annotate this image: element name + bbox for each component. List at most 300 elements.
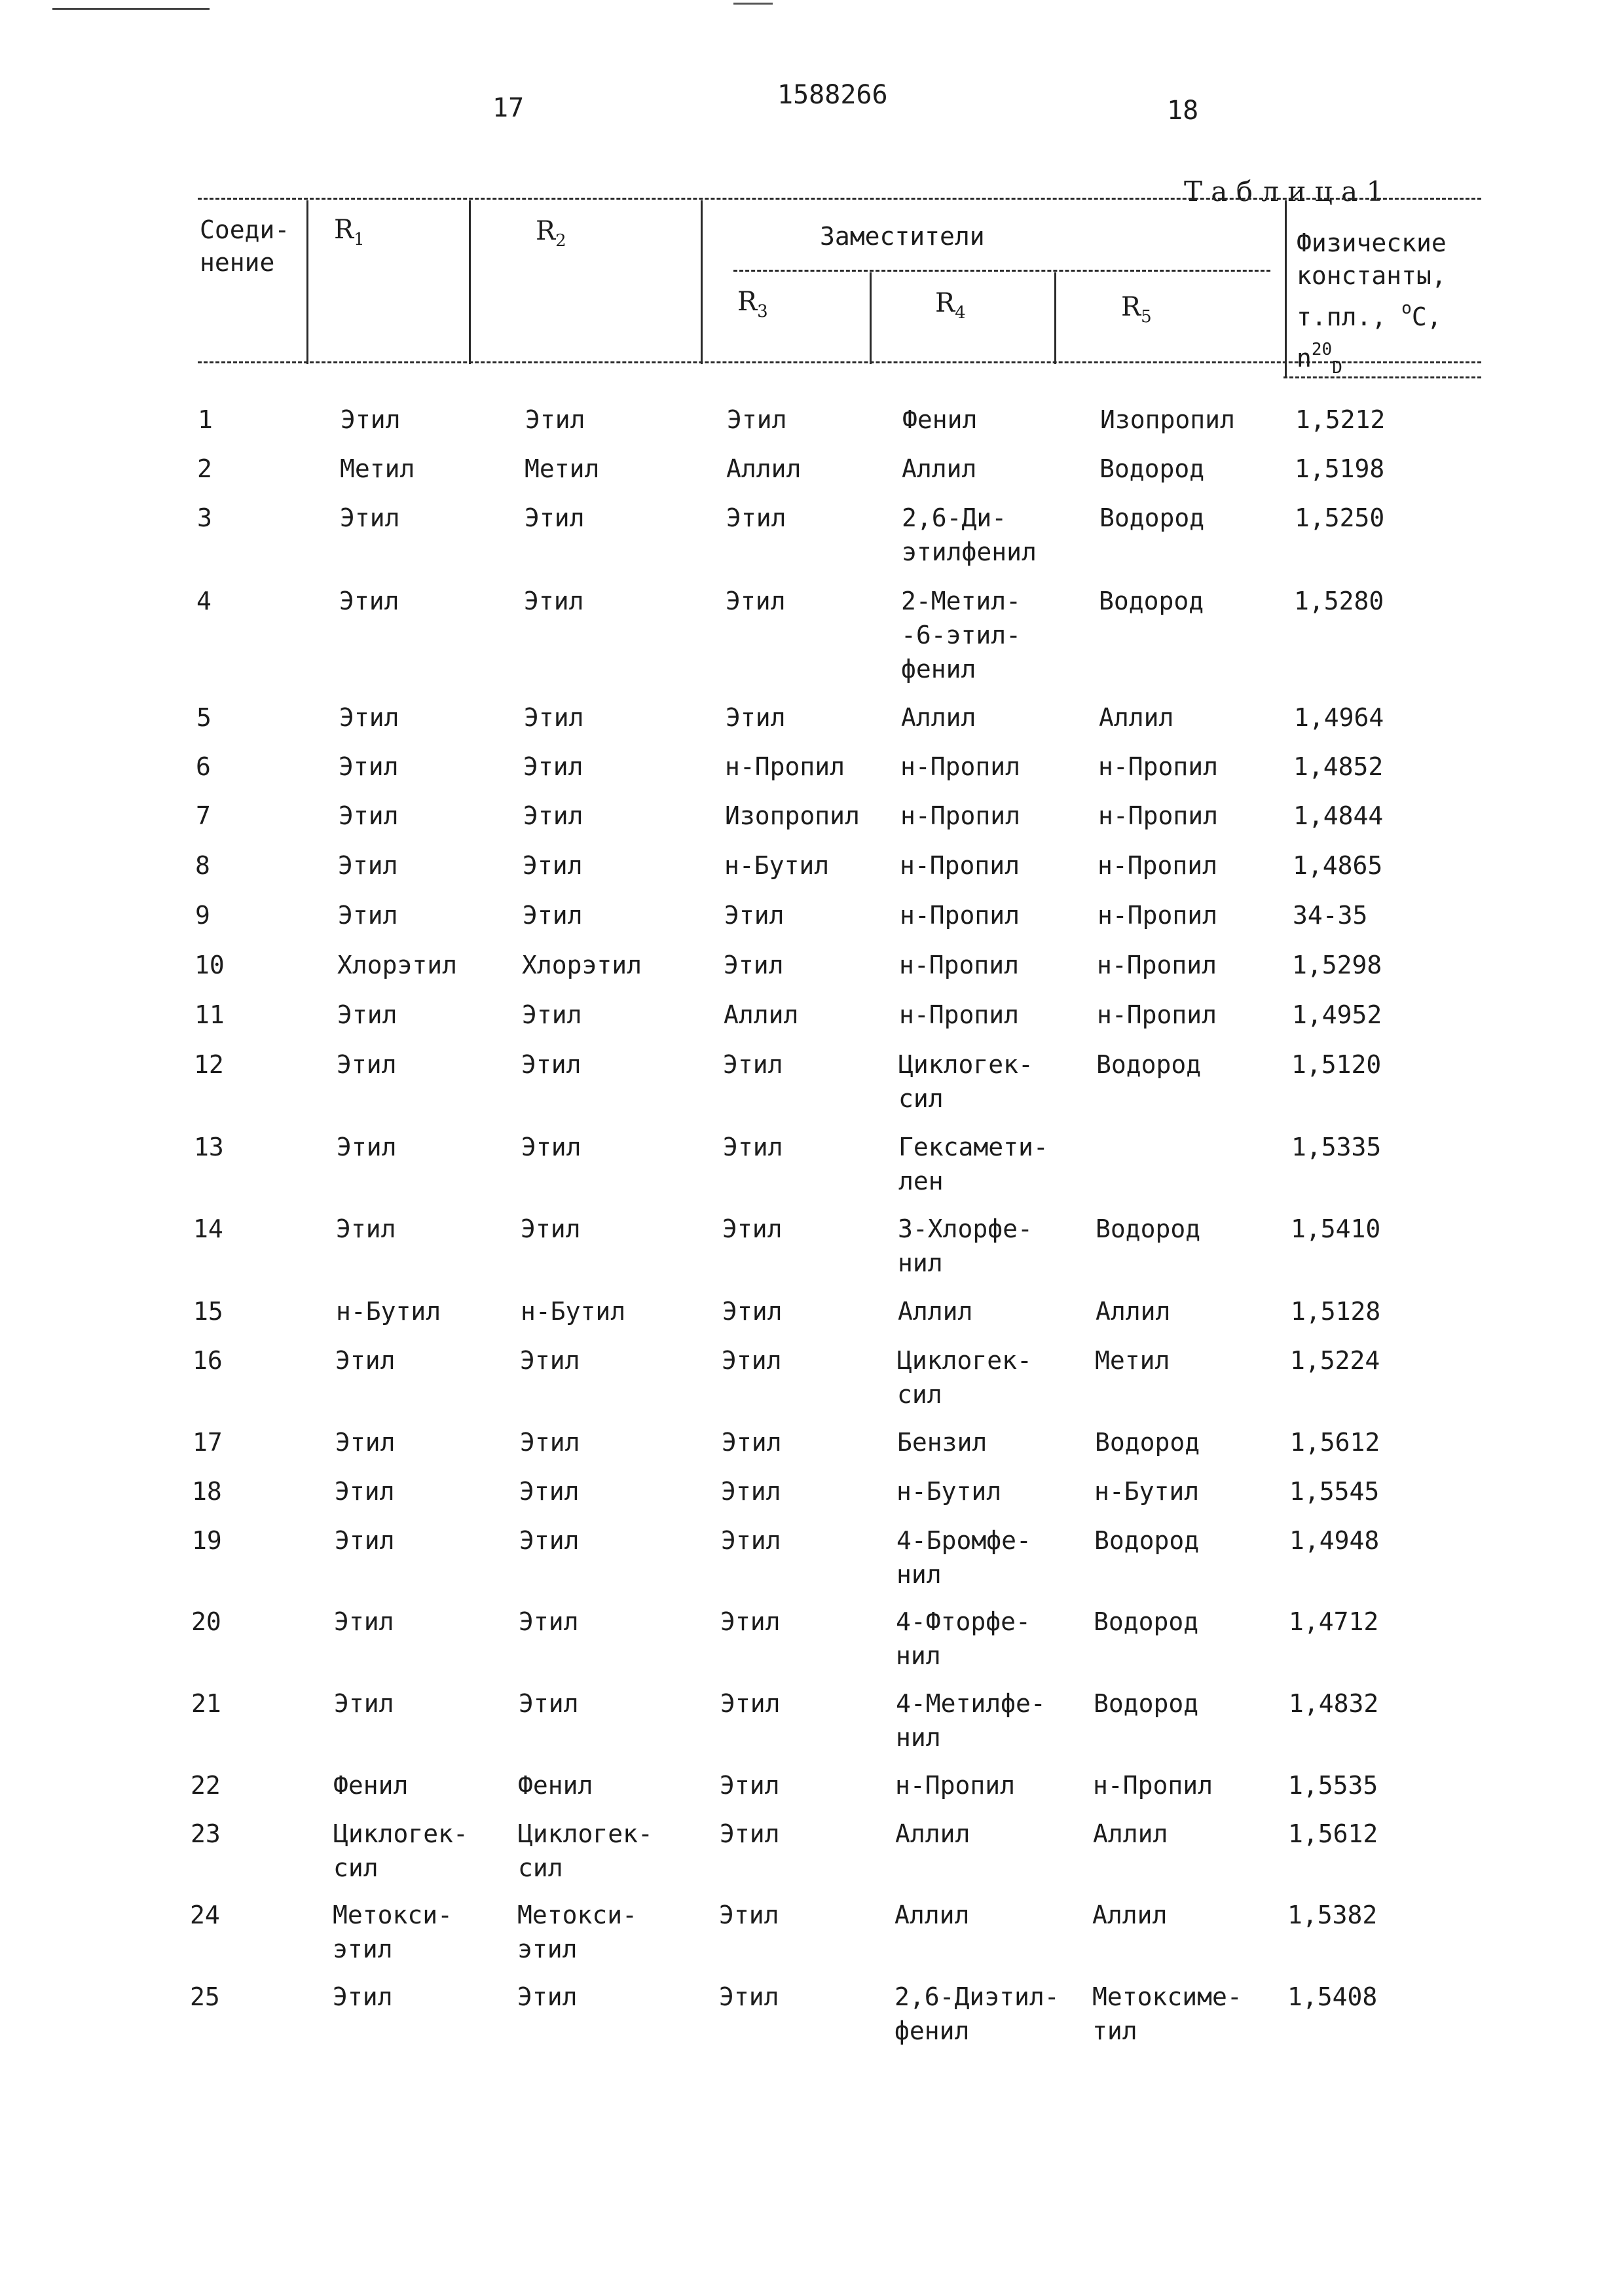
cell-r2 — [523, 898, 583, 932]
cell-line: Этил — [336, 1214, 396, 1243]
cell-line: сил — [518, 1853, 563, 1882]
cell-line: Этил — [519, 1689, 579, 1718]
cell-line: Фенил — [518, 1771, 593, 1800]
cell-r4 — [895, 1898, 969, 1932]
cell-r5 — [1096, 1048, 1201, 1082]
cell-r1 — [336, 1294, 441, 1328]
cell-r4 — [902, 501, 1037, 569]
cell-line: этил — [333, 1935, 393, 1963]
cell-n: 9 — [195, 901, 210, 930]
cell-line: н-Пропил — [1098, 752, 1219, 781]
cell-r4 — [895, 1980, 1060, 2048]
cell-line: 3-Хлорфе- — [898, 1214, 1033, 1243]
cell-phys: 1,5408 — [1287, 1982, 1378, 2011]
cell-line: Этил — [523, 801, 583, 830]
cell-line: Водород — [1099, 454, 1205, 483]
cell-phys: 1,4832 — [1289, 1689, 1379, 1718]
cell-line: Этил — [517, 1982, 578, 2011]
cell-phys: 1,5128 — [1291, 1297, 1381, 1326]
cell-line: Этил — [519, 1607, 579, 1636]
cell-n: 21 — [191, 1689, 221, 1718]
cell-line: нил — [896, 1641, 941, 1670]
column-divider-1 — [306, 200, 308, 364]
cell-line: 2,6-Ди- — [902, 503, 1007, 532]
cell-line: -6-этил- — [901, 621, 1022, 649]
cell-line: Этил — [720, 1771, 780, 1800]
cell-line: фенил — [895, 2016, 970, 2045]
cell-r5 — [1094, 1605, 1198, 1639]
cell-line: Этил — [335, 1428, 396, 1457]
cell-r4 — [896, 1474, 1001, 1508]
table-top-rule — [198, 198, 1481, 200]
cell-r1 — [336, 1212, 396, 1246]
cell-line: Аллил — [895, 1819, 970, 1848]
cell-r4 — [898, 1130, 1048, 1198]
cell-line: Циклогек- — [333, 1819, 468, 1848]
cell-r4 — [899, 948, 1019, 982]
cell-r4 — [902, 403, 977, 437]
cell-n: 19 — [192, 1526, 222, 1555]
cell-phys: 1,5250 — [1295, 503, 1385, 532]
cell-line: Этил — [727, 405, 787, 434]
cell-r4 — [900, 750, 1020, 784]
cell-line: н-Бутил — [1094, 1477, 1200, 1506]
cell-r3 — [723, 1130, 783, 1164]
cell-phys: 1,4952 — [1292, 1000, 1382, 1029]
cell-line: Этил — [335, 1477, 395, 1506]
cell-r3 — [727, 403, 787, 437]
cell-r1 — [339, 750, 399, 784]
cell-line: Метокси- — [333, 1901, 453, 1929]
table-caption: Т а б л и ц а 1 — [1184, 175, 1384, 208]
cell-line: Аллил — [1099, 703, 1174, 732]
cell-n: 4 — [196, 587, 212, 615]
cell-line: Этил — [720, 1689, 781, 1718]
cell-r3 — [720, 1768, 780, 1802]
cell-r2 — [521, 1048, 581, 1082]
header-compound-line2: нение — [200, 248, 275, 277]
cell-r3 — [722, 1343, 782, 1377]
cell-line: Аллил — [898, 1297, 973, 1326]
cell-phys: 1,4852 — [1293, 752, 1384, 781]
cell-n: 14 — [193, 1214, 223, 1243]
cell-r4 — [898, 1212, 1033, 1280]
cell-r2 — [517, 1980, 578, 2014]
cell-r5 — [1099, 501, 1204, 535]
cell-line: Водород — [1094, 1689, 1199, 1718]
cell-line: нил — [896, 1723, 941, 1752]
cell-line: Этил — [724, 951, 784, 979]
cell-phys: 1,5612 — [1288, 1819, 1378, 1848]
cell-r4 — [897, 1343, 1032, 1412]
cell-line: Водород — [1094, 1607, 1199, 1636]
cell-line: Фенил — [902, 405, 978, 434]
cell-r4 — [900, 799, 1020, 833]
cell-r1 — [335, 1474, 395, 1508]
cell-r5 — [1092, 1980, 1242, 2048]
cell-n: 2 — [197, 454, 212, 483]
cell-r2 — [523, 799, 583, 833]
cell-r4 — [898, 1048, 1033, 1116]
scan-artifact-mark — [733, 3, 773, 5]
cell-r3 — [722, 1212, 783, 1246]
cell-line: н-Пропил — [900, 801, 1021, 830]
cell-r2 — [518, 1768, 593, 1802]
cell-r3 — [720, 1605, 781, 1639]
cell-n: 18 — [192, 1477, 222, 1506]
cell-n: 22 — [191, 1771, 221, 1800]
cell-line: Этил — [722, 1214, 783, 1243]
cell-r3 — [720, 1817, 780, 1851]
cell-r2 — [521, 1130, 581, 1164]
cell-line: н-Пропил — [1097, 1000, 1217, 1029]
cell-line: Хлорэтил — [337, 951, 458, 979]
cell-r3 — [726, 584, 786, 618]
cell-n: 24 — [190, 1901, 220, 1929]
cell-line: Водород — [1099, 587, 1204, 615]
cell-r5 — [1095, 1343, 1170, 1377]
cell-line: Этил — [333, 1982, 393, 2011]
cell-line: Водород — [1096, 1214, 1201, 1243]
cell-line: н-Бутил — [724, 851, 830, 880]
cell-line: н-Бутил — [896, 1477, 1002, 1506]
cell-line: Аллил — [724, 1000, 799, 1029]
cell-line: 2-Метил- — [901, 587, 1022, 615]
column-divider-5 — [1054, 272, 1056, 364]
cell-line: Аллил — [1092, 1901, 1168, 1929]
cell-r5 — [1094, 1523, 1199, 1558]
cell-n: 23 — [191, 1819, 221, 1848]
cell-r4 — [895, 1768, 1015, 1802]
cell-r3 — [724, 848, 829, 883]
cell-r1 — [341, 403, 401, 437]
header-r5: $R_5$ — [1121, 292, 1152, 327]
cell-n: 25 — [190, 1982, 220, 2011]
cell-line: нил — [896, 1560, 942, 1589]
cell-r1 — [340, 501, 400, 535]
cell-line: н-Пропил — [900, 752, 1021, 781]
cell-n: 10 — [194, 951, 225, 979]
cell-r2 — [523, 750, 583, 784]
cell-line: Этил — [519, 1526, 580, 1555]
cell-phys: 1,4964 — [1294, 703, 1384, 732]
cell-line: Метил — [1095, 1346, 1170, 1375]
cell-line: Этил — [340, 503, 400, 532]
cell-line: Изопропил — [1100, 405, 1235, 434]
cell-phys: 1,5545 — [1289, 1477, 1380, 1506]
cell-line: Этил — [721, 1526, 781, 1555]
cell-line: Метил — [525, 454, 600, 483]
cell-line: Водород — [1099, 503, 1205, 532]
cell-line: Этил — [721, 1477, 781, 1506]
cell-line: Этил — [719, 1982, 779, 2011]
left-page-number: 17 — [492, 93, 525, 123]
cell-line: Метоксиме- — [1092, 1982, 1242, 2011]
cell-line: Аллил — [902, 454, 977, 483]
cell-phys: 1,5198 — [1295, 454, 1385, 483]
cell-r5 — [1092, 1898, 1167, 1932]
cell-phys: 1,4712 — [1289, 1607, 1379, 1636]
cell-line: Этил — [520, 1428, 580, 1457]
cell-r1 — [338, 898, 398, 932]
cell-line: Водород — [1095, 1428, 1200, 1457]
cell-n: 12 — [194, 1050, 224, 1079]
cell-line: Этил — [722, 1297, 783, 1326]
cell-n: 7 — [196, 801, 211, 830]
cell-line: Этил — [524, 703, 584, 732]
cell-line: Этил — [521, 1133, 581, 1161]
cell-line: Этил — [523, 752, 583, 781]
cell-line: Этил — [723, 1050, 783, 1079]
cell-line: н-Пропил — [1098, 851, 1218, 880]
cell-line: Этил — [720, 1607, 781, 1636]
cell-line: н-Пропил — [1097, 951, 1217, 979]
cell-r4 — [896, 1523, 1031, 1592]
cell-r2 — [519, 1523, 580, 1558]
cell-r1 — [337, 1048, 397, 1082]
cell-r3 — [719, 1980, 779, 2014]
cell-line: н-Пропил — [899, 951, 1020, 979]
cell-r3 — [720, 1686, 781, 1721]
cell-line: Метокси- — [517, 1901, 638, 1929]
cell-line: Этил — [719, 1901, 779, 1929]
cell-line: этилфенил — [902, 538, 1037, 566]
cell-r5 — [1094, 1474, 1199, 1508]
cell-r2 — [519, 1605, 579, 1639]
cell-r5 — [1093, 1768, 1213, 1802]
cell-line: Водород — [1094, 1526, 1200, 1555]
cell-r3 — [721, 1523, 781, 1558]
cell-r2 — [524, 584, 584, 618]
cell-line: Этил — [337, 1050, 397, 1079]
cell-r3 — [719, 1898, 779, 1932]
cell-n: 13 — [194, 1133, 224, 1161]
cell-r1 — [337, 998, 397, 1032]
cell-line: Этил — [524, 587, 584, 615]
cell-r5 — [1099, 584, 1204, 618]
cell-phys: 1,5120 — [1291, 1050, 1382, 1079]
cell-line: сил — [898, 1084, 944, 1113]
cell-line: н-Пропил — [1093, 1771, 1213, 1800]
cell-line: сил — [897, 1380, 942, 1409]
cell-line: Этил — [337, 1000, 397, 1029]
cell-line: Хлорэтил — [522, 951, 642, 979]
cell-line: н-Пропил — [899, 1000, 1020, 1029]
cell-n: 3 — [197, 503, 212, 532]
cell-r1 — [337, 948, 457, 982]
cell-r2 — [523, 848, 583, 883]
cell-r5 — [1095, 1425, 1200, 1459]
cell-r2 — [517, 1898, 637, 1966]
cell-line: Водород — [1096, 1050, 1202, 1079]
cell-line: Этил — [339, 801, 399, 830]
cell-line: тил — [1092, 2016, 1137, 2045]
cell-r1 — [334, 1605, 394, 1639]
cell-line: Этил — [525, 503, 585, 532]
cell-n: 5 — [196, 703, 212, 732]
cell-r2 — [520, 1343, 580, 1377]
cell-n: 1 — [198, 405, 213, 434]
cell-line: Этил — [339, 752, 399, 781]
cell-r1 — [333, 1980, 393, 2014]
cell-n: 15 — [193, 1297, 223, 1326]
cell-line: Этил — [338, 901, 398, 930]
cell-r4 — [895, 1817, 970, 1851]
cell-r4 — [897, 1425, 987, 1459]
cell-r3 — [724, 948, 784, 982]
cell-line: Этил — [339, 587, 399, 615]
header-physical-constants: Физические константы, т.пл., $^о$С, $n^{20}_D$ — [1297, 228, 1447, 378]
header-compound — [200, 213, 289, 279]
cell-line: этил — [517, 1935, 578, 1963]
cell-line: сил — [333, 1853, 378, 1882]
cell-line: Этил — [726, 703, 786, 732]
cell-line: Этил — [720, 1819, 780, 1848]
cell-line: Этил — [726, 587, 786, 615]
cell-r3 — [724, 898, 784, 932]
cell-phys: 1,5298 — [1292, 951, 1382, 979]
cell-phys: 1,5280 — [1294, 587, 1384, 615]
cell-line: 4-Метилфе- — [896, 1689, 1046, 1718]
cell-line: фенил — [901, 655, 976, 683]
cell-line: Этил — [525, 405, 585, 434]
cell-line: 2,6-Диэтил- — [895, 1982, 1060, 2011]
cell-phys: 1,5382 — [1287, 1901, 1378, 1929]
cell-line: Этил — [523, 851, 583, 880]
cell-r1 — [333, 1817, 468, 1885]
cell-line: Этил — [338, 851, 398, 880]
cell-r4 — [900, 898, 1020, 932]
cell-r4 — [900, 848, 1020, 883]
cell-line: Аллил — [1096, 1297, 1171, 1326]
cell-r2 — [519, 1474, 580, 1508]
cell-r4 — [896, 1686, 1046, 1755]
cell-line: Этил — [722, 1428, 782, 1457]
scan-artifact-line — [52, 8, 210, 10]
cell-r1 — [339, 799, 399, 833]
cell-r3 — [722, 1294, 783, 1328]
cell-phys: 1,4844 — [1293, 801, 1384, 830]
cell-line: Изопропил — [725, 801, 860, 830]
cell-phys: 1,5335 — [1291, 1133, 1382, 1161]
cell-r4 — [901, 701, 976, 735]
header-r2: $R_2$ — [536, 216, 566, 251]
cell-line: Этил — [522, 1000, 582, 1029]
cell-phys: 1,5410 — [1291, 1214, 1381, 1243]
cell-r4 — [898, 1294, 972, 1328]
cell-r1 — [335, 1425, 396, 1459]
cell-r3 — [725, 750, 845, 784]
cell-line: 4-Фторфе- — [896, 1607, 1031, 1636]
header-compound-line1: Соеди- — [200, 215, 290, 244]
cell-r4 — [896, 1605, 1031, 1673]
header-r3: $R_3$ — [737, 287, 768, 321]
cell-line: Этил — [337, 1133, 397, 1161]
cell-r1 — [338, 848, 398, 883]
cell-r2 — [525, 501, 585, 535]
cell-line: Метил — [340, 454, 415, 483]
cell-line: н-Пропил — [895, 1771, 1016, 1800]
cell-r2 — [525, 452, 599, 486]
cell-line: Этил — [723, 1133, 783, 1161]
cell-phys: 1,5612 — [1290, 1428, 1380, 1457]
column-divider-6 — [1285, 200, 1287, 377]
column-divider-3 — [701, 200, 703, 364]
cell-line: Бензил — [897, 1428, 987, 1457]
cell-line: н-Пропил — [900, 901, 1020, 930]
cell-r1 — [333, 1898, 452, 1966]
cell-r1 — [335, 1343, 396, 1377]
cell-line: Этил — [722, 1346, 782, 1375]
cell-r5 — [1099, 701, 1173, 735]
cell-r3 — [724, 998, 798, 1032]
cell-r2 — [519, 1686, 579, 1721]
cell-r1 — [337, 1130, 397, 1164]
cell-r5 — [1093, 1817, 1168, 1851]
cell-r3 — [722, 1425, 782, 1459]
cell-r2 — [522, 948, 642, 982]
cell-r2 — [518, 1817, 653, 1885]
cell-r5 — [1096, 1212, 1200, 1246]
cell-line: Аллил — [1093, 1819, 1168, 1848]
header-r4: $R_4$ — [935, 288, 966, 323]
header-substituents: Заместители — [820, 222, 985, 251]
cell-r4 — [902, 452, 976, 486]
cell-n: 11 — [194, 1000, 225, 1029]
cell-n: 16 — [193, 1346, 223, 1375]
cell-line: Аллил — [726, 454, 802, 483]
cell-line: Циклогек- — [898, 1050, 1033, 1079]
cell-r5 — [1098, 898, 1217, 932]
cell-r5 — [1098, 750, 1218, 784]
substituents-rule — [733, 270, 1270, 272]
right-page-number: 18 — [1167, 96, 1199, 126]
cell-r3 — [726, 701, 786, 735]
cell-line: 4-Бромфе- — [896, 1526, 1031, 1555]
header-bottom-rule — [198, 361, 1481, 363]
cell-line: Этил — [339, 703, 399, 732]
cell-line: Этил — [334, 1689, 394, 1718]
cell-line: Этил — [521, 1050, 581, 1079]
cell-r5 — [1099, 452, 1204, 486]
cell-r3 — [725, 799, 860, 833]
cell-r1 — [335, 1523, 395, 1558]
cell-r5 — [1098, 799, 1218, 833]
cell-line: Этил — [519, 1477, 580, 1506]
cell-line: н-Бутил — [336, 1297, 441, 1326]
cell-r4 — [899, 998, 1019, 1032]
cell-n: 8 — [195, 851, 210, 880]
cell-r2 — [524, 701, 584, 735]
column-divider-2 — [469, 200, 471, 364]
cell-line: Этил — [334, 1607, 394, 1636]
cell-line: Этил — [726, 503, 786, 532]
cell-n: 17 — [193, 1428, 223, 1457]
cell-line: н-Пропил — [1098, 901, 1218, 930]
cell-line: Этил — [523, 901, 583, 930]
cell-r2 — [520, 1425, 580, 1459]
cell-r5 — [1098, 848, 1217, 883]
cell-line: Этил — [724, 901, 784, 930]
cell-r4 — [901, 584, 1021, 686]
patent-number: 1588266 — [777, 80, 888, 110]
cell-line: Этил — [520, 1346, 580, 1375]
cell-n: 6 — [196, 752, 211, 781]
cell-r1 — [339, 584, 399, 618]
cell-phys: 1,4948 — [1289, 1526, 1380, 1555]
header-r1: $R_1$ — [334, 215, 365, 249]
cell-r1 — [339, 701, 399, 735]
